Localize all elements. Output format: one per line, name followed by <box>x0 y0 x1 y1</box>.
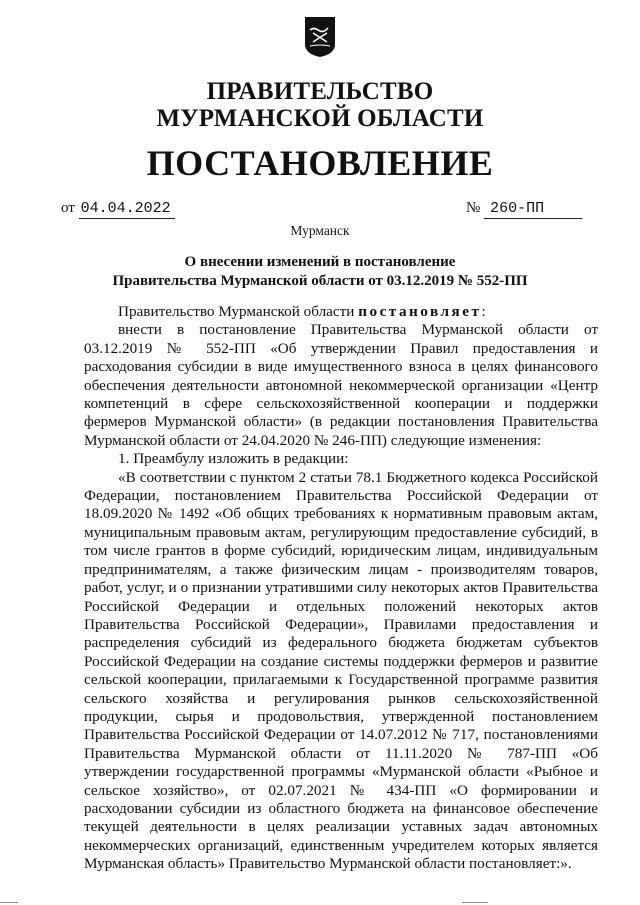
government-name-line1: ПРАВИТЕЛЬСТВО <box>206 78 434 105</box>
document-date: 04.04.2022 <box>79 200 175 219</box>
document-body <box>84 303 598 874</box>
body-paragraph-3: 1. Преамбулу изложить в редакции: <box>118 450 349 468</box>
document-title <box>0 253 640 291</box>
decree-keyword: постановляет <box>358 303 482 320</box>
murmansk-coat-of-arms-icon <box>304 16 336 58</box>
document-number: 260-ПП <box>484 200 582 219</box>
date-prefix: от <box>61 200 75 216</box>
document-title-line2: Правительства Мурманской области от 03.12.2019 № 552-ПП <box>112 273 528 289</box>
city: Мурманск <box>290 223 350 238</box>
page-edge-mark-left <box>0 902 18 903</box>
document-title-line1: О внесении изменений в постановление <box>184 254 456 270</box>
number-line <box>466 199 582 219</box>
coat-of-arms-icon <box>304 16 336 58</box>
body-paragraph-1 <box>84 303 598 321</box>
body-paragraph-4: «В соответствии с пунктом 2 статьи 78.1 Бюджетного кодекса Российской Федерации, постановлением Правительства Российской Федерации от 18.09.2020 № 1492 «Об общих требованиях к нормативным правовым актам, муниципальным правовым актам, регулирующим предоставление субсидий, в том числе грантов в форме субсидий, юридическим лицам, индивидуальным предпринимателям, а также физическим лицам - производителям товаров, работ, услуг, и о признании утратившими силу некоторых актов Правительства Российской Федерации и отдельных положений некоторых актов Правительства Российской Федерации», Правилами предоставления и распределения субсидий из федерального бюджета бюджетам субъектов Российской Федерации на создание системы поддержки фермеров и развитие сельской кооперации, прилагаемыми к Государственной программе развития сельского хозяйства и регулирования рынков сельскохозяйственной продукции, сырья и продовольствия, утвержденной постановлением Правительства Российской Федерации от 14.07.2012 № 717, постановлениями Правительства Мурманской области от 11.11.2020 № 787-ПП «Об утверждении государственной программы «Мурманской области «Рыбное и сельское хозяйство», от 02.07.2021 № 434-ПП «О формировании и расходовании субсидии из областного бюджета на финансовое обеспечение текущей деятельности в целях реализации уставных задач автономных некоммерческих организаций, единственным учредителем которых является Мурманская область» Правительство Мурманской области постановляет:». <box>84 468 598 873</box>
number-prefix: № <box>466 200 481 216</box>
date-line <box>61 199 175 219</box>
body-p1-suffix: : <box>481 303 486 320</box>
government-name <box>0 78 640 132</box>
body-paragraph-2: внести в постановление Правительства Мурманской области от 03.12.2019 № 552-ПП «Об утверждении Правил предоставления и расходования субсидии в виде имущественного взноса в целях финансового обеспечения деятельности автономной некоммерческой организации «Центр компетенций в сфере сельскохозяйственной кооперации и поддержки фермеров Мурманской области» (в редакции постановления Правительства Мурманской области от 24.04.2020 № 246-ПП) следующие изменения: <box>84 321 598 449</box>
page-edge-mark-right <box>462 902 488 903</box>
document-type-heading: ПОСТАНОВЛЕНИЕ <box>146 143 494 183</box>
government-name-line2: МУРМАНСКОЙ ОБЛАСТИ <box>156 105 484 132</box>
body-p1-prefix: Правительство Мурманской области <box>118 303 359 320</box>
